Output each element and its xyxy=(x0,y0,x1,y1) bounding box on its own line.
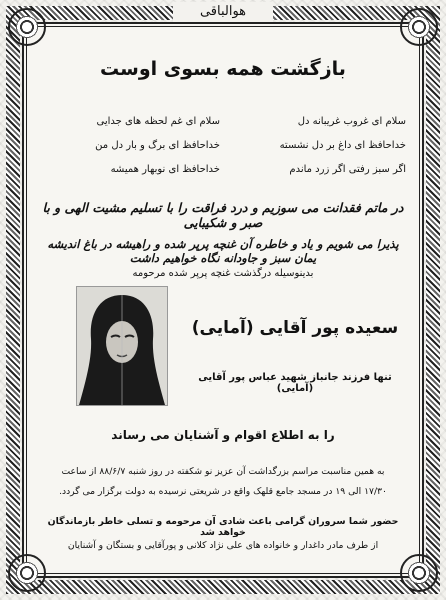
ceremony-line: به همین مناسبت مراسم بزرگداشت آن عزیز نو شکفته در روز شنبه ۸۸/۶/۷ از ساعت xyxy=(61,466,385,477)
deceased-name: سعیده پور آقایی (آمایی) xyxy=(191,318,399,338)
poem-line: خداحافظ ای برگ و بار دل من xyxy=(95,140,220,151)
calligraphy-verse-2: پذیرا می شویم و یاد و خاطره آن غنچه پرپر شده و راهیشه در باغ اندیشه یمان سبز و جاودانه نگاه خواهیم داشت xyxy=(47,237,399,265)
deceased-relation: تنها فرزند جانباز شهید عباس پور آقایی (آمایی) xyxy=(198,372,392,394)
ceremony-line: از طرف مادر داغدار و خانواده های علی نژاد کلانی و پورآقایی و بستگان و آشنایان xyxy=(67,540,379,551)
header-hova: هوالباقی xyxy=(173,2,273,22)
deceased-portrait xyxy=(76,286,168,406)
ceremony-line: ۱۷/۳۰ الی ۱۹ در مسجد جامع قلهک واقع در شریعتی نرسیده به دولت برگزار می گردد. xyxy=(59,486,387,497)
corner-ornament-icon xyxy=(400,554,438,592)
poem-left-column xyxy=(50,110,220,182)
poem-right-column xyxy=(236,110,406,182)
poem-line: سلام ای غم لحظه های جدایی xyxy=(96,116,220,127)
corner-ornament-icon xyxy=(8,8,46,46)
ceremony-line: حضور شما سروران گرامی باعث شادی آن مرحومه و تسلی خاطر بازماندگان خواهد شد xyxy=(47,516,399,538)
intro-text: بدینوسیله درگذشت غنچه پرپر شده مرحومه xyxy=(132,268,314,279)
poem-line: سلام ای غروب غریبانه دل xyxy=(297,116,406,127)
poem-line: خداحافظ ای داغ بر دل نشسته xyxy=(279,140,406,151)
poem-line: خداحافظ ای نوبهار همیشه xyxy=(110,164,220,175)
announcement-text: را به اطلاع اقوام و آشنایان می رساند xyxy=(111,428,335,442)
corner-ornament-icon xyxy=(400,8,438,46)
portrait-icon xyxy=(77,287,167,405)
page-title: بازگشت همه بسوی اوست xyxy=(100,58,346,80)
poem-line: اگر سبز رفتی اگر زرد ماندم xyxy=(289,164,406,175)
corner-ornament-icon xyxy=(8,554,46,592)
calligraphy-verse-1: در ماتم فقدانت می سوزیم و درد فراقت را با تسلیم مشیت الهی و با صبر و شکیبایی xyxy=(42,200,404,230)
